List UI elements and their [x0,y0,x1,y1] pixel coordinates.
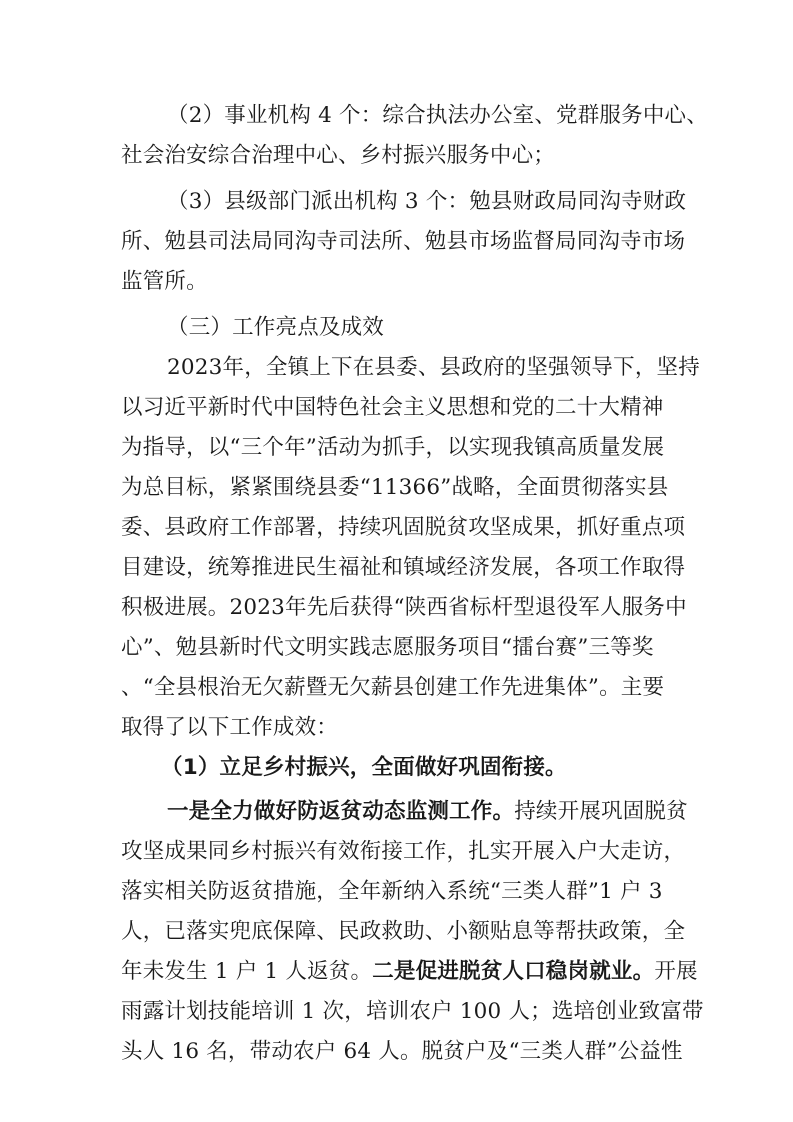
para-line: 社会治安综合治理中心、乡村振兴服务中心； [121,143,556,168]
para-line: 落实相关防返贫措施，全年新纳入系统“三类人群”1 户 3 [121,879,663,904]
para-line: （2）事业机构 4 个：综合执法办公室、党群服务中心、 [167,103,708,128]
para-line: 取得了以下工作成效： [121,715,339,740]
para-line [121,952,698,992]
para-line: 所、勉县司法局同沟寺司法所、勉县市场监督局同沟寺市场 [121,229,686,254]
line-tail: 开展 [654,959,698,984]
para-line [167,792,688,832]
para-line: 雨露计划技能培训 1 次，培训农户 100 人；选培创业致富带 [121,999,704,1024]
para-line: 人，已落实兜底保障、民政救助、小额贴息等帮扶政策，全 [121,919,686,944]
para-line: 以习近平新时代中国特色社会主义思想和党的二十大精神 [121,395,664,420]
para-line: 为总目标，紧紧围绕县委“11366”战略，全面贯彻落实县 [121,475,669,500]
line-rest: 持续开展巩固脱贫 [514,799,688,824]
para-line: （3）县级部门派出机构 3 个：勉县财政局同沟寺财政 [167,189,687,214]
para-line: 心”、勉县新时代文明实践志愿服务项目“擂台赛”三等奖 [121,635,654,660]
para-line: 攻坚成果同乡村振兴有效衔接工作，扎实开展入户大走访， [121,839,686,864]
line-start: 年未发生 1 户 1 人返贫。 [121,959,373,984]
section-heading: （三）工作亮点及成效 [167,315,385,340]
para-line: 委、县政府工作部署，持续巩固脱贫攻坚成果，抓好重点项 [121,515,686,540]
para-line: 头人 16 名，带动农户 64 人。脱贫户及“三类人群”公益性 [121,1039,683,1064]
para-line: 目建设，统筹推进民生福祉和镇域经济发展，各项工作取得 [121,555,686,580]
para-line: 为指导，以“三个年”活动为抓手，以实现我镇高质量发展 [121,435,665,460]
para-line: 2023年，全镇上下在县委、县政府的坚强领导下，坚持 [167,355,700,380]
bold-lead: 一是全力做好防返贫动态监测工作。 [167,799,515,824]
bold-lead: 二是促进脱贫人口稳岗就业。 [372,959,655,984]
para-line: 积极进展。2023年先后获得“陕西省标杆型退役军人服务中 [121,595,687,620]
para-line: 、“全县根治无欠薪暨无欠薪县创建工作先进集体”。主要 [121,675,665,700]
para-line: 监管所。 [121,269,208,294]
sub-heading: （1）立足乡村振兴，全面做好巩固衔接。 [161,755,567,780]
